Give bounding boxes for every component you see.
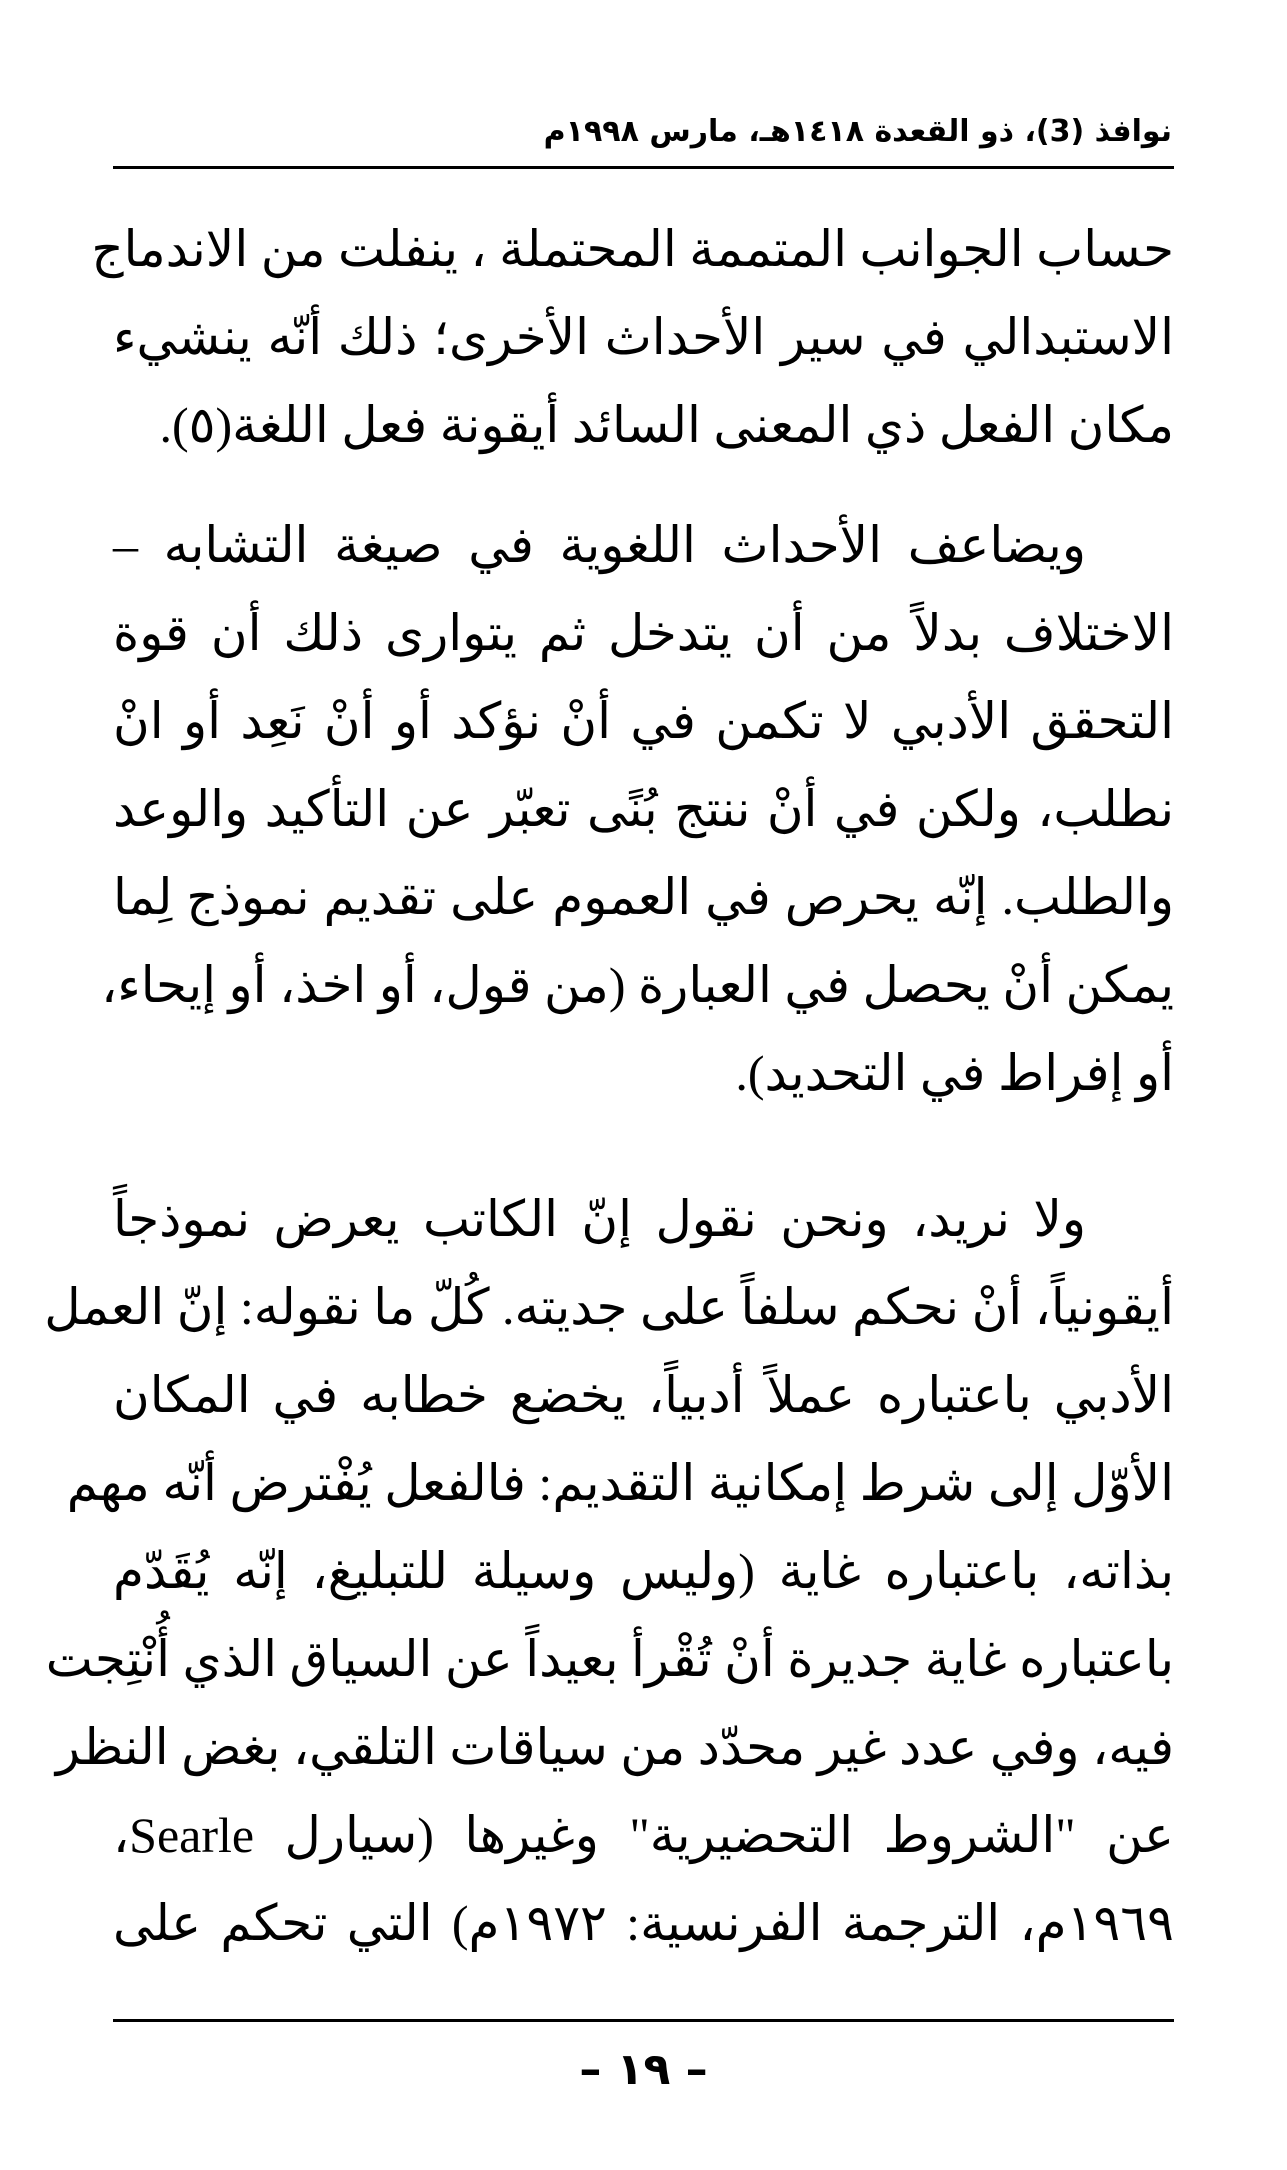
text-line: أيقونياً، أنْ نحكم سلفاً على جديته. كُلّ ما نقوله: إنّ العمل <box>44 1279 1174 1335</box>
text-line: الاستبدالي في سير الأحداث الأخرى؛ ذلك أنّه ينشيء <box>113 309 1174 365</box>
text-line: أو إفراط في التحديد). <box>735 1045 1174 1101</box>
text-line: ١٩٦٩م، الترجمة الفرنسية: ١٩٧٢م) التي تحكم على <box>113 1895 1174 1951</box>
text-line: الأوّل إلى شرط إمكانية التقديم: فالفعل يُفْترض أنّه مهم <box>66 1455 1174 1511</box>
text-line: بذاته، باعتباره غاية (وليس وسيلة للتبليغ، إنّه يُقَدّم <box>113 1543 1174 1599</box>
running-head: نوافذ (3)، ذو القعدة ١٤١٨هـ، مارس ١٩٩٨م <box>543 114 1172 149</box>
header-rule <box>113 166 1174 169</box>
text-line: ولا نريد، ونحن نقول إنّ الكاتب يعرض نموذجاً <box>113 1191 1086 1247</box>
text-line: الأدبي باعتباره عملاً أدبياً، يخضع خطابه في المكان <box>113 1367 1174 1423</box>
page-number: – ١٩ – <box>579 2044 708 2095</box>
paragraph-1 <box>91 205 1174 469</box>
text-line: والطلب. إنّه يحرص في العموم على تقديم نموذج لِما <box>113 869 1174 925</box>
body-text <box>44 205 1174 1967</box>
text-line: فيه، وفي عدد غير محدّد من سياقات التلقي، بغض النظر <box>55 1719 1174 1775</box>
text-line: ويضاعف الأحداث اللغوية في صيغة التشابه – <box>113 517 1086 573</box>
text-line: عن "الشروط التحضيرية" وغيرها (سيارل Searle، <box>113 1807 1174 1863</box>
text-line: باعتباره غاية جديرة أنْ تُقْرأ بعيداً عن السياق الذي أُنْتِجت <box>45 1631 1174 1687</box>
text-line: مكان الفعل ذي المعنى السائد أيقونة فعل اللغة(٥). <box>159 397 1174 453</box>
text-line: الاختلاف بدلاً من أن يتدخل ثم يتوارى ذلك أن قوة <box>113 605 1174 661</box>
paragraph-3 <box>44 1175 1174 1967</box>
paragraph-spacer <box>113 1117 1174 1175</box>
footer-rule <box>113 2019 1174 2022</box>
text-line: التحقق الأدبي لا تكمن في أنْ نؤكد أو أنْ نَعِد أو انْ <box>113 693 1174 749</box>
text-line: يمكن أنْ يحصل في العبارة (من قول، أو اخذ، أو إيحاء، <box>101 957 1174 1013</box>
text-line: نطلب، ولكن في أنْ ننتج بُنًى تعبّر عن التأكيد والوعد <box>113 781 1174 837</box>
paragraph-2 <box>101 501 1174 1117</box>
paragraph-spacer <box>113 469 1174 501</box>
text-line: حساب الجوانب المتممة المحتملة ، ينفلت من الاندماج <box>91 221 1174 277</box>
